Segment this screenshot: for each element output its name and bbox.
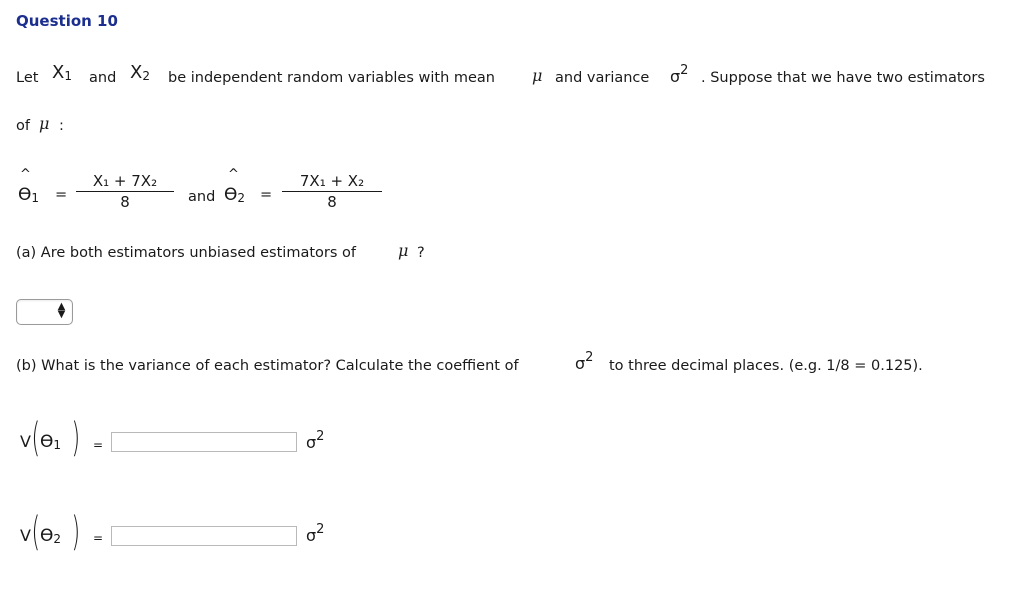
var-x1: X1: [52, 62, 72, 83]
estimator-1-fraction: [76, 172, 174, 211]
part-b-instructions: to three decimal places. (e.g. 1/8 = 0.125).: [609, 358, 923, 374]
left-paren-1: (: [31, 415, 41, 461]
mu-symbol: μ: [532, 66, 543, 85]
hat-1: ^: [20, 167, 31, 182]
part-a-question: (a) Are both estimators unbiased estimators of: [16, 245, 356, 261]
variance-v-1: V: [20, 432, 31, 451]
select-updown-icon: ▲▼: [56, 301, 67, 317]
right-paren-1: ): [71, 415, 81, 461]
intro-let: Let: [16, 70, 39, 86]
sigma-squared-v1: $\sigma^2$: [306, 429, 325, 452]
estimators-and: and: [188, 189, 216, 205]
intro-colon: :: [59, 118, 64, 134]
sigma-squared-v2: $\sigma^2$: [306, 522, 325, 545]
mu-symbol-3: μ: [398, 241, 409, 260]
estimator-1-numerator: X₁ + 7X₂: [76, 172, 174, 192]
question-title: Question 10: [16, 12, 118, 30]
sigma-squared: $\sigma^2$: [670, 63, 689, 86]
theta-hat-1: ϴ1: [18, 185, 40, 205]
intro-of: of: [16, 118, 30, 134]
estimator-1-denominator: 8: [120, 193, 130, 211]
hat-2: ^: [228, 167, 239, 182]
intro-text-1: be independent random variables with mean: [168, 70, 496, 86]
intro-and: and: [89, 70, 117, 86]
part-b-question: (b) What is the variance of each estimator? Calculate the coeffient of: [16, 358, 519, 374]
estimator-2-denominator: 8: [327, 193, 337, 211]
eq-2: =: [260, 187, 273, 203]
variance-theta-1: ϴ1: [40, 432, 62, 452]
intro-text-2: . Suppose that we have two estimators: [701, 70, 985, 86]
intro-and-variance: and variance: [555, 70, 650, 86]
variance-eq-1: =: [93, 438, 104, 452]
theta-hat-2: ϴ2: [224, 185, 246, 205]
variance-eq-2: =: [93, 531, 104, 545]
right-paren-2: ): [71, 509, 81, 555]
variance-1-input[interactable]: [111, 432, 297, 452]
mu-symbol-2: μ: [39, 114, 50, 133]
variance-2-input[interactable]: [111, 526, 297, 546]
var-x2: X2: [130, 62, 150, 83]
variance-theta-2: ϴ2: [40, 526, 62, 546]
variance-v-2: V: [20, 526, 31, 545]
part-a-answer-select[interactable]: [16, 299, 73, 325]
sigma-squared-2: $\sigma^2$: [575, 350, 594, 373]
estimator-2-fraction: [282, 172, 382, 211]
part-a-question-mark: ?: [417, 245, 425, 261]
left-paren-2: (: [31, 509, 41, 555]
estimator-2-numerator: 7X₁ + X₂: [282, 172, 382, 192]
eq-1: =: [55, 187, 68, 203]
